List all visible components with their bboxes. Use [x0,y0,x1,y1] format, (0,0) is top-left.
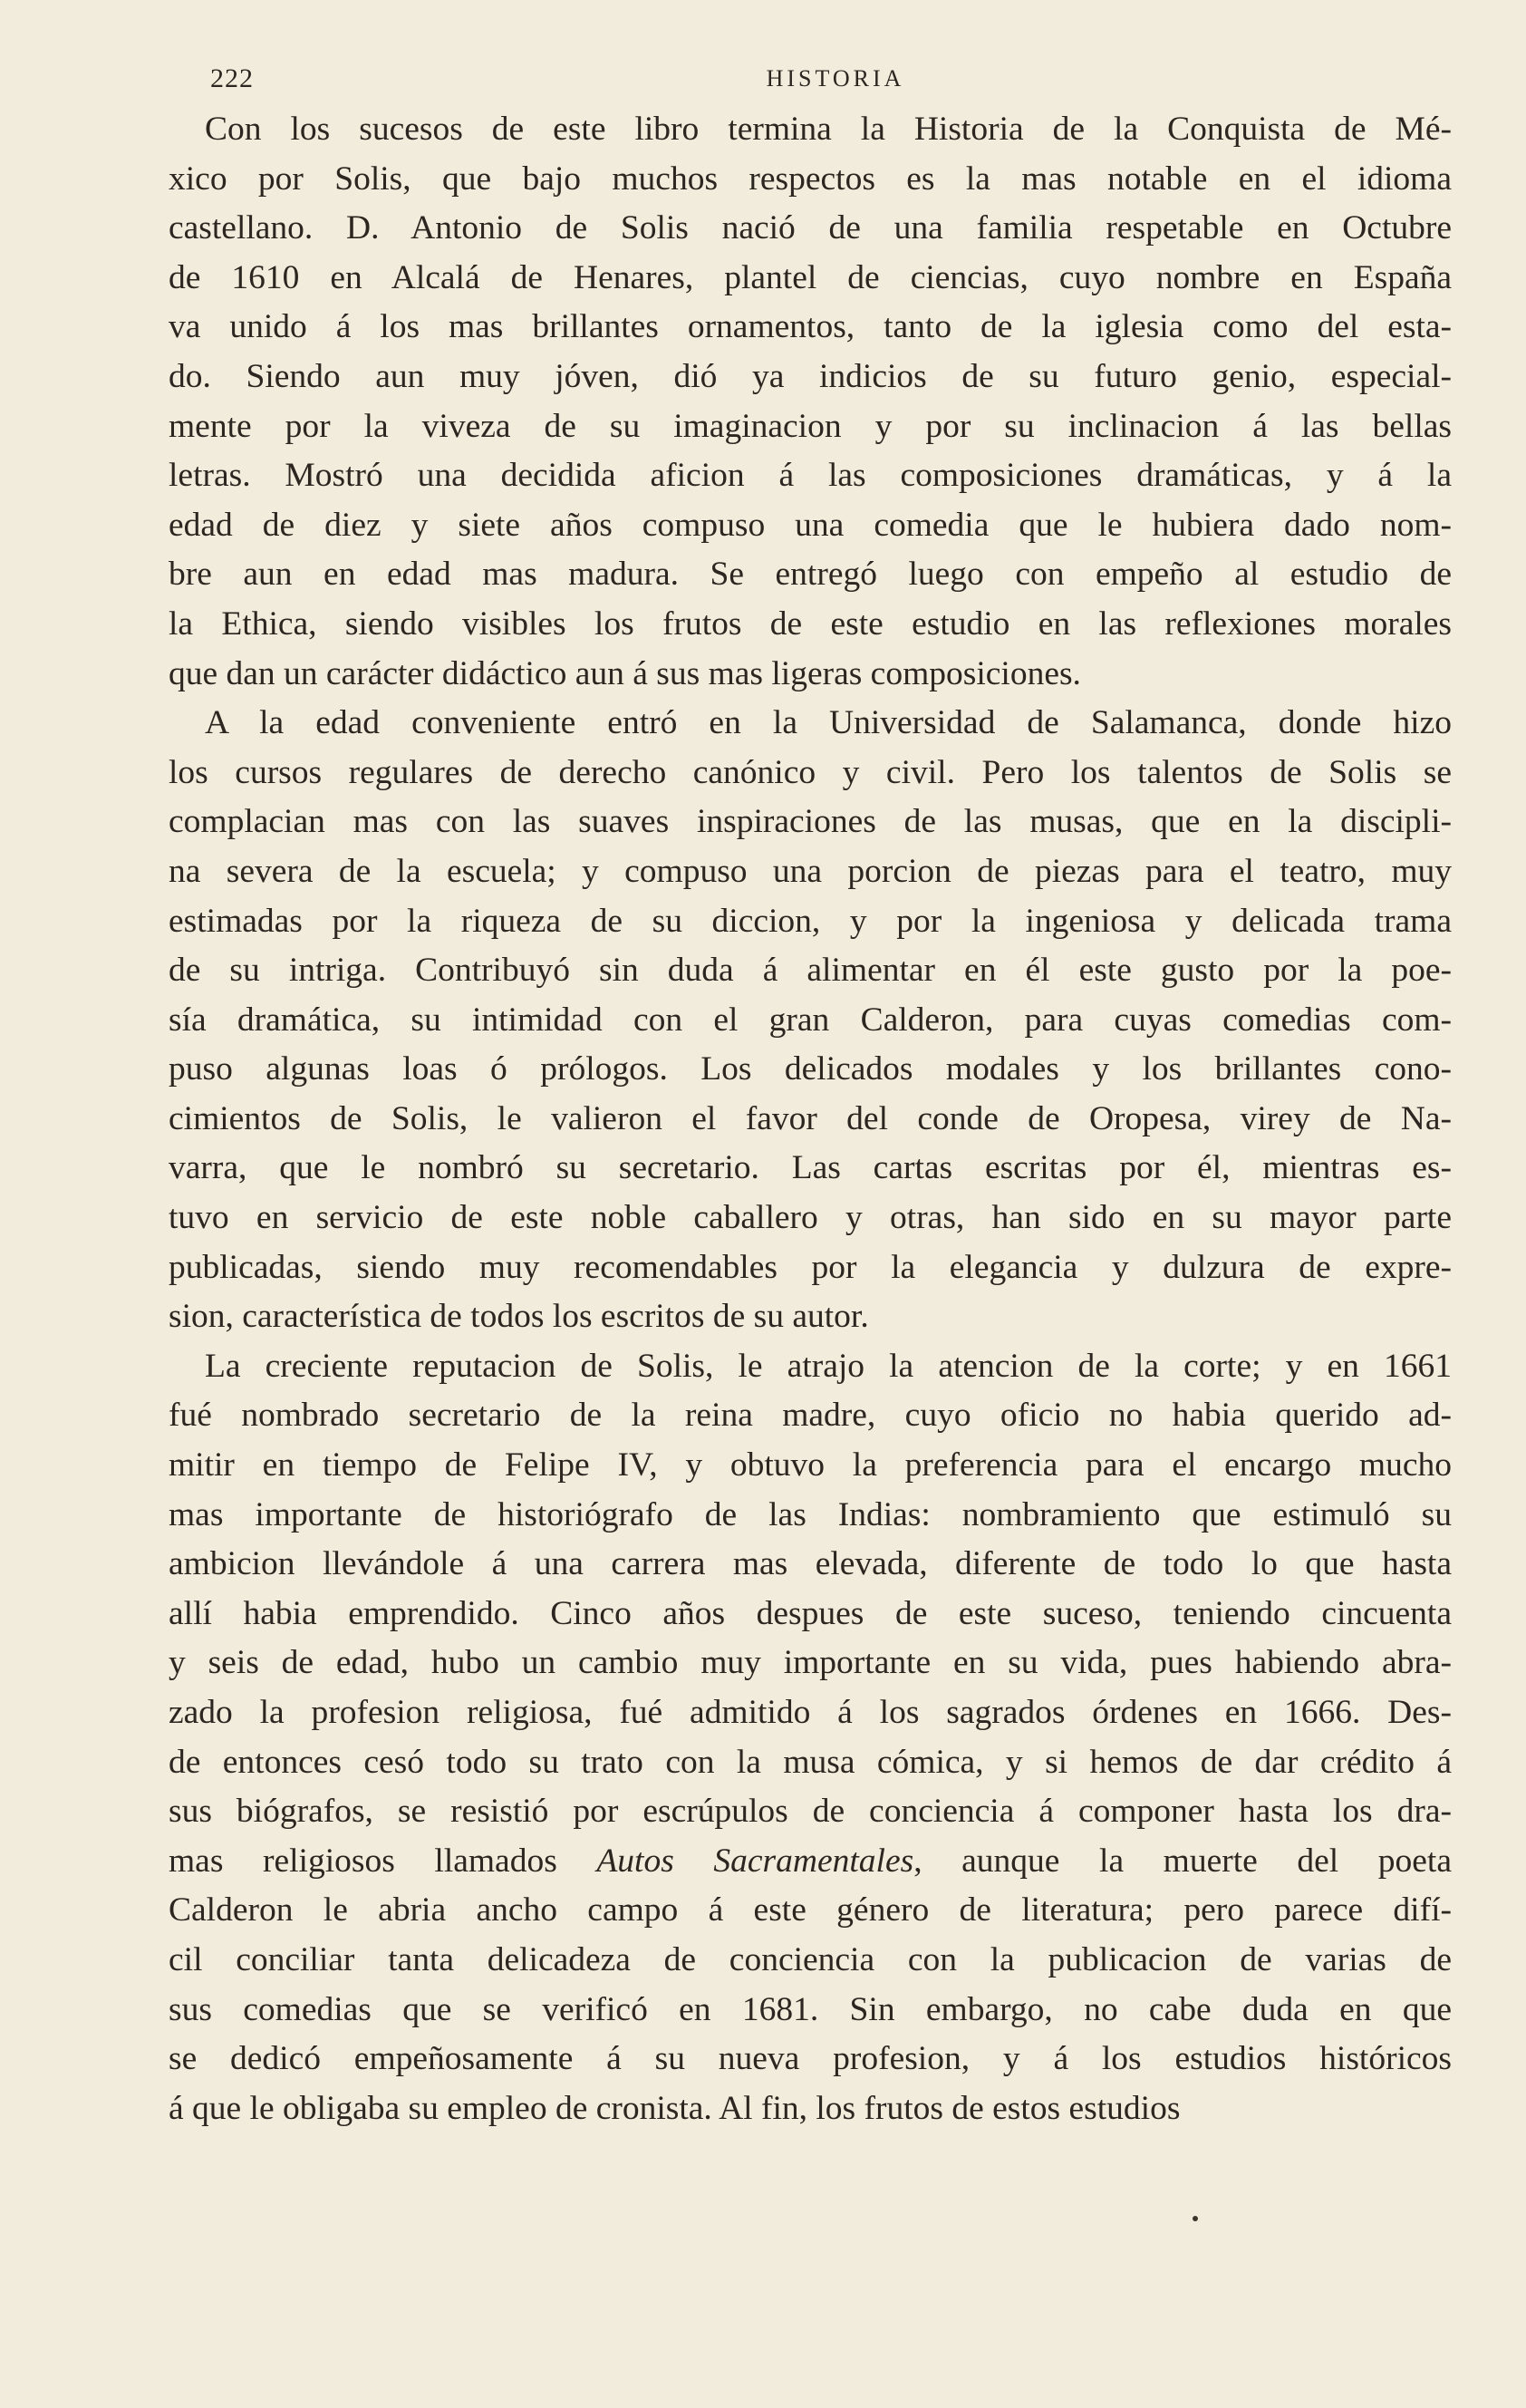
text-line: allí habia emprendido. Cinco años despues de este suceso, teniendo cincuenta [169,1594,1452,1632]
text-line: Con los sucesos de este libro termina la Historia de la Conquista de Mé- [205,111,1452,148]
text-line: de su intriga. Contribuyó sin duda á alimentar en él este gusto por la poe- [169,952,1452,990]
text-line: ambicion llevándole á una carrera mas elevada, diferente de todo lo que hasta [169,1545,1452,1583]
text-line: tuvo en servicio de este noble caballero y otras, han sido en su mayor parte [169,1199,1452,1237]
text-line: los cursos regulares de derecho canónico y civil. Pero los talentos de Solis se [169,753,1452,791]
running-head [210,63,1461,100]
text-line: A la edad conveniente entró en la Universidad de Salamanca, donde hizo [205,704,1452,742]
text-line: sus comedias que se verificó en 1681. Sin embargo, no cabe duda en que [169,1990,1452,2028]
text-line: edad de diez y siete años compuso una comedia que le hubiera dado nom- [169,506,1452,544]
page-number: 222 [210,63,254,93]
text-line: la Ethica, siendo visibles los frutos de este estudio en las reflexiones morales [169,604,1452,643]
running-title: HISTORIA [766,65,905,92]
text-line: de 1610 en Alcalá de Henares, plantel de ciencias, cuyo nombre en España [169,258,1452,296]
text-line: estimadas por la riqueza de su diccion, y por la ingeniosa y delicada trama [169,902,1452,940]
text-line: que dan un carácter didáctico aun á sus mas ligeras composiciones. [169,654,1081,692]
text-line: La creciente reputacion de Solis, le atrajo la atencion de la corte; y en 1661 [205,1347,1452,1385]
text-line: Calderon le abria ancho campo á este género de literatura; pero parece difí- [169,1891,1452,1929]
text-line: zado la profesion religiosa, fué admitido á los sagrados órdenes en 1666. Des- [169,1694,1452,1731]
text-line: sía dramática, su intimidad con el gran Calderon, para cuyas comedias com- [169,1001,1452,1039]
paragraph [169,699,1452,1342]
text-line: bre aun en edad mas madura. Se entregó luego con empeño al estudio de [169,556,1452,594]
text-line: mas importante de historiógrafo de las Indias: nombramiento que estimuló su [169,1495,1452,1533]
text-line: na severa de la escuela; y compuso una porcion de piezas para el teatro, muy [169,852,1452,890]
text-line: publicadas, siendo muy recomendables por la elegancia y dulzura de expre- [169,1248,1452,1286]
text-line: complacian mas con las suaves inspiraciones de las musas, que en la discipli- [169,803,1452,841]
paragraph [169,105,1452,699]
text-line: varra, que le nombró su secretario. Las cartas escritas por él, mientras es- [169,1149,1452,1187]
ink-speck [1193,2216,1198,2221]
text-line: do. Siendo aun muy jóven, dió ya indicios de su futuro genio, especial- [169,357,1452,395]
text-line: se dedicó empeñosamente á su nueva profesion, y á los estudios históricos [169,2040,1452,2078]
text-line: mitir en tiempo de Felipe IV, y obtuvo la preferencia para el encargo mucho [169,1446,1452,1484]
text-line: de entonces cesó todo su trato con la musa cómica, y si hemos de dar crédito á [169,1743,1452,1781]
text-line: cil conciliar tanta delicadeza de conciencia con la publicacion de varias de [169,1940,1452,1978]
text-line: puso algunas loas ó prólogos. Los delicados modales y los brillantes cono- [169,1050,1452,1088]
text-line: letras. Mostró una decidida aficion á las composiciones dramáticas, y á la [169,457,1452,495]
text-line: y seis de edad, hubo un cambio muy importante en su vida, pues habiendo abra- [169,1644,1452,1682]
text-line: mente por la viveza de su imaginacion y por su inclinacion á las bellas [169,407,1452,445]
text-line: á que le obligaba su empleo de cronista. Al fin, los frutos de estos estudios [169,2089,1181,2127]
italic-title: Autos Sacramentales [596,1842,914,1880]
text-line: xico por Solis, que bajo muchos respectos es la mas notable en el idioma [169,160,1452,198]
text-line: va unido á los mas brillantes ornamentos, tanto de la iglesia como del esta- [169,308,1452,346]
text-line: sion, característica de todos los escritos de su autor. [169,1298,869,1336]
text-line: cimientos de Solis, le valieron el favor del conde de Oropesa, virey de Na- [169,1099,1452,1137]
text-line: fué nombrado secretario de la reina madre, cuyo oficio no habia querido ad- [169,1397,1452,1435]
paragraph [169,1342,1452,2134]
text-line: castellano. D. Antonio de Solis nació de una familia respetable en Octubre [169,209,1452,247]
body-text [169,105,1452,2133]
text-line: mas religiosos llamados Autos Sacramentales, aunque la muerte del poeta [169,1842,1452,1880]
text-line: sus biógrafos, se resistió por escrúpulos de conciencia á componer hasta los dra- [169,1793,1452,1831]
